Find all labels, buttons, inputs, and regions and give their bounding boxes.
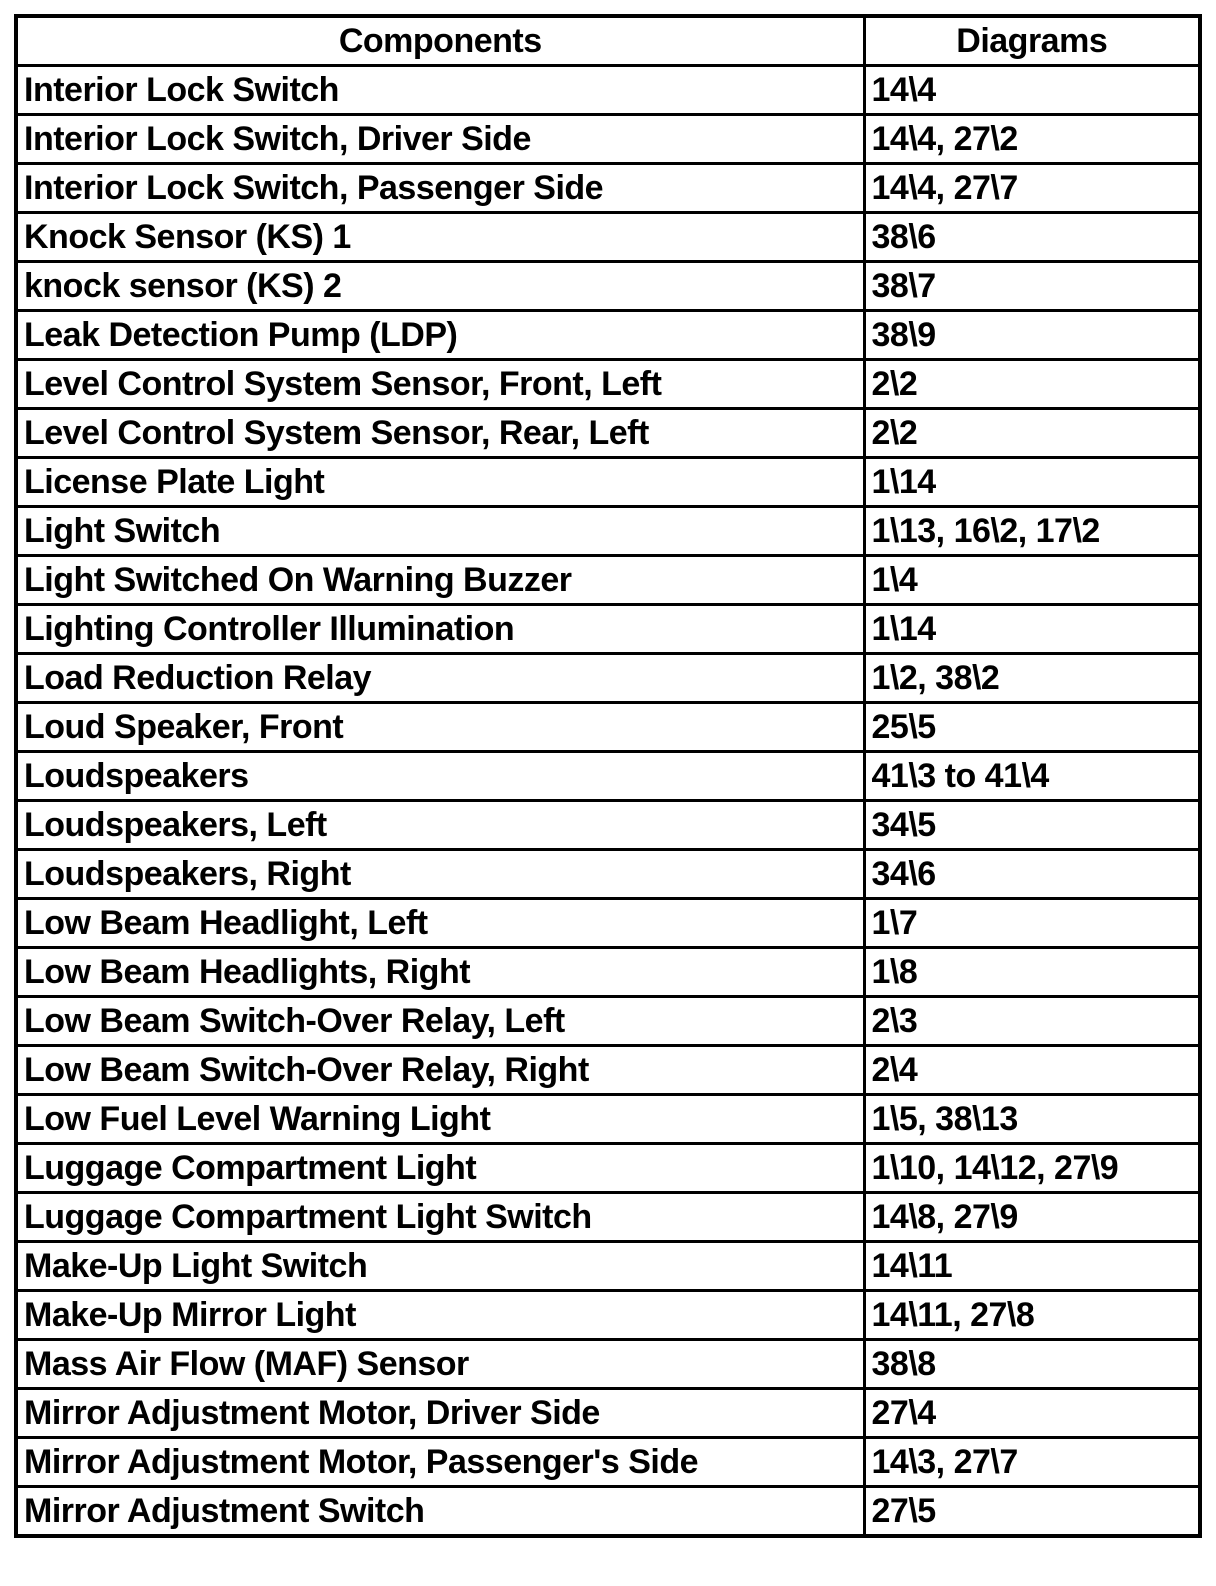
component-cell: Low Beam Headlights, Right [18,948,864,997]
diagram-cell: 34\5 [864,801,1198,850]
diagram-cell: 34\6 [864,850,1198,899]
table-row [18,1242,1198,1291]
table-row [18,1389,1198,1438]
diagram-cell: 14\3, 27\7 [864,1438,1198,1487]
diagram-cell: 38\9 [864,311,1198,360]
diagram-cell: 14\4, 27\7 [864,164,1198,213]
table-row [18,605,1198,654]
component-cell: Interior Lock Switch, Driver Side [18,115,864,164]
header-diagrams: Diagrams [864,18,1198,66]
diagram-cell: 14\11, 27\8 [864,1291,1198,1340]
components-table [18,18,1198,1534]
table-row [18,850,1198,899]
diagram-cell: 27\4 [864,1389,1198,1438]
diagram-cell: 1\8 [864,948,1198,997]
table-row [18,311,1198,360]
diagram-cell: 2\4 [864,1046,1198,1095]
table-row [18,409,1198,458]
table-row [18,1438,1198,1487]
diagram-cell: 1\2, 38\2 [864,654,1198,703]
diagram-cell: 1\13, 16\2, 17\2 [864,507,1198,556]
diagram-cell: 14\11 [864,1242,1198,1291]
component-cell: Low Beam Headlight, Left [18,899,864,948]
header-row [18,18,1198,66]
diagram-cell: 1\10, 14\12, 27\9 [864,1144,1198,1193]
component-cell: Light Switched On Warning Buzzer [18,556,864,605]
diagram-cell: 14\8, 27\9 [864,1193,1198,1242]
component-cell: Level Control System Sensor, Front, Left [18,360,864,409]
diagram-cell: 14\4 [864,66,1198,115]
table-row [18,66,1198,115]
table-row [18,1095,1198,1144]
component-cell: Leak Detection Pump (LDP) [18,311,864,360]
component-cell: Mirror Adjustment Motor, Passenger's Side [18,1438,864,1487]
component-cell: Low Fuel Level Warning Light [18,1095,864,1144]
table-row [18,752,1198,801]
component-cell: Low Beam Switch-Over Relay, Right [18,1046,864,1095]
component-cell: Lighting Controller Illumination [18,605,864,654]
diagram-cell: 2\2 [864,360,1198,409]
component-cell: Interior Lock Switch, Passenger Side [18,164,864,213]
table-row [18,1193,1198,1242]
table-row [18,1144,1198,1193]
table-row [18,262,1198,311]
component-cell: Mass Air Flow (MAF) Sensor [18,1340,864,1389]
table-row [18,164,1198,213]
diagram-cell: 27\5 [864,1487,1198,1535]
table-row [18,1487,1198,1535]
table-row [18,1046,1198,1095]
diagram-cell: 1\4 [864,556,1198,605]
table-row [18,1340,1198,1389]
component-cell: Loudspeakers, Left [18,801,864,850]
diagram-cell: 25\5 [864,703,1198,752]
table-row [18,213,1198,262]
diagram-cell: 2\2 [864,409,1198,458]
component-cell: Mirror Adjustment Motor, Driver Side [18,1389,864,1438]
diagram-cell: 1\5, 38\13 [864,1095,1198,1144]
table-row [18,703,1198,752]
header-components: Components [18,18,864,66]
component-cell: Level Control System Sensor, Rear, Left [18,409,864,458]
table-row [18,458,1198,507]
component-cell: Loudspeakers, Right [18,850,864,899]
component-cell: Make-Up Light Switch [18,1242,864,1291]
component-cell: Knock Sensor (KS) 1 [18,213,864,262]
diagram-cell: 1\7 [864,899,1198,948]
table-row [18,115,1198,164]
component-cell: License Plate Light [18,458,864,507]
table-row [18,801,1198,850]
table-row [18,899,1198,948]
table-row [18,556,1198,605]
diagram-cell: 41\3 to 41\4 [864,752,1198,801]
table-row [18,948,1198,997]
table-row [18,507,1198,556]
diagram-cell: 2\3 [864,997,1198,1046]
component-cell: Luggage Compartment Light Switch [18,1193,864,1242]
diagram-cell: 1\14 [864,458,1198,507]
diagram-cell: 38\7 [864,262,1198,311]
table-row [18,360,1198,409]
component-cell: Mirror Adjustment Switch [18,1487,864,1535]
component-cell: Make-Up Mirror Light [18,1291,864,1340]
table-body [18,66,1198,1535]
diagram-cell: 38\8 [864,1340,1198,1389]
table-row [18,997,1198,1046]
table-row [18,1291,1198,1340]
component-cell: Light Switch [18,507,864,556]
component-cell: Luggage Compartment Light [18,1144,864,1193]
component-cell: Interior Lock Switch [18,66,864,115]
components-table-frame [14,14,1202,1538]
table-row [18,654,1198,703]
component-cell: Loud Speaker, Front [18,703,864,752]
component-cell: knock sensor (KS) 2 [18,262,864,311]
diagram-cell: 14\4, 27\2 [864,115,1198,164]
component-cell: Loudspeakers [18,752,864,801]
component-cell: Low Beam Switch-Over Relay, Left [18,997,864,1046]
component-cell: Load Reduction Relay [18,654,864,703]
diagram-cell: 1\14 [864,605,1198,654]
diagram-cell: 38\6 [864,213,1198,262]
